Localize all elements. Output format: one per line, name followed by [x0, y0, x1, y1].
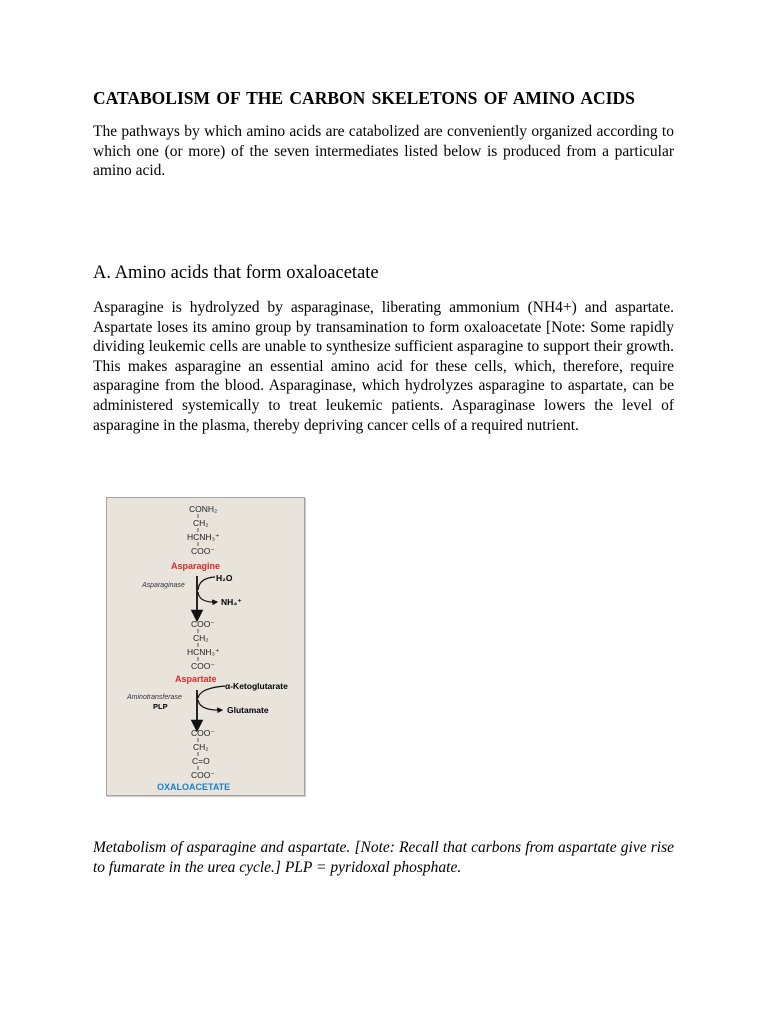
section-a-paragraph: Asparagine is hydrolyzed by asparaginase, liberating ammonium (NH4+) and aspartate. Aspartate loses its amino group by transamination to form oxaloacetate [Note: Some rapidly dividing leukemic cells are unable to synthesize sufficient asparagine to support their growth. This makes asparagine an essential amino acid for these cells, which, therefore, require asparagine from the blood. Asparaginase, which hydrolyzes asparagine to aspartate, can be administered systemically to treat leukemic patients. Asparaginase lowers the level of asparagine in the plasma, thereby depriving cancer cells of a required nutrient. [93, 299, 674, 434]
asp-atom-4: COO⁻ [191, 661, 215, 671]
water-label: H₂O [216, 573, 233, 583]
oaa-atom-4: COO⁻ [191, 770, 215, 780]
glutamate-label: Glutamate [227, 705, 269, 715]
asn-atom-4: COO⁻ [191, 546, 215, 556]
document-title: CATABOLISM OF THE CARBON SKELETONS OF AMINO ACIDS [93, 88, 635, 108]
pathway-diagram [107, 498, 304, 795]
section-a-heading: A. Amino acids that form oxaloacetate [93, 263, 379, 283]
document-page [93, 88, 674, 876]
water-in-arrow [198, 577, 215, 590]
oaa-atom-2: CH₂ [193, 742, 209, 752]
oaa-atom-1: COO⁻ [191, 728, 215, 738]
asparaginase-label: Asparaginase [142, 582, 185, 589]
asp-atom-1: COO⁻ [191, 619, 215, 629]
asn-atom-3: HCNH₃⁺ [187, 532, 220, 542]
ammonium-label: NH₄⁺ [221, 597, 242, 607]
figure-caption: Metabolism of asparagine and aspartate. [Note: Recall that carbons from aspartate give rise to fumarate in the urea cycle.] PLP = pyridoxal phosphate. [93, 839, 674, 876]
glutamate-out-arrow [198, 700, 222, 710]
aspartate-structure [187, 619, 220, 671]
oxaloacetate-label: OXALOACETATE [157, 782, 231, 792]
asparagine-label: Asparagine [171, 561, 221, 571]
asp-atom-2: CH₂ [193, 633, 209, 643]
asn-atom-1: CONH₂ [189, 504, 218, 514]
oxaloacetate-structure [191, 728, 215, 780]
ammonium-out-arrow [198, 592, 217, 602]
aspartate-label: Aspartate [175, 674, 217, 684]
ketoglutarate-in-arrow [198, 686, 225, 698]
plp-label: PLP [153, 702, 168, 711]
pathway-figure [106, 497, 305, 796]
intro-paragraph: The pathways by which amino acids are catabolized are conveniently organized according to which one (or more) of the seven intermediates listed below is produced from a particular amino acid. [93, 123, 674, 180]
ketoglutarate-label: α-Ketoglutarate [225, 681, 288, 691]
asn-atom-2: CH₂ [193, 518, 209, 528]
asp-atom-3: HCNH₃⁺ [187, 647, 220, 657]
asparagine-structure [187, 504, 220, 556]
aminotransferase-label: Aminotransferase [127, 694, 182, 701]
oaa-atom-3: C=O [192, 756, 210, 766]
